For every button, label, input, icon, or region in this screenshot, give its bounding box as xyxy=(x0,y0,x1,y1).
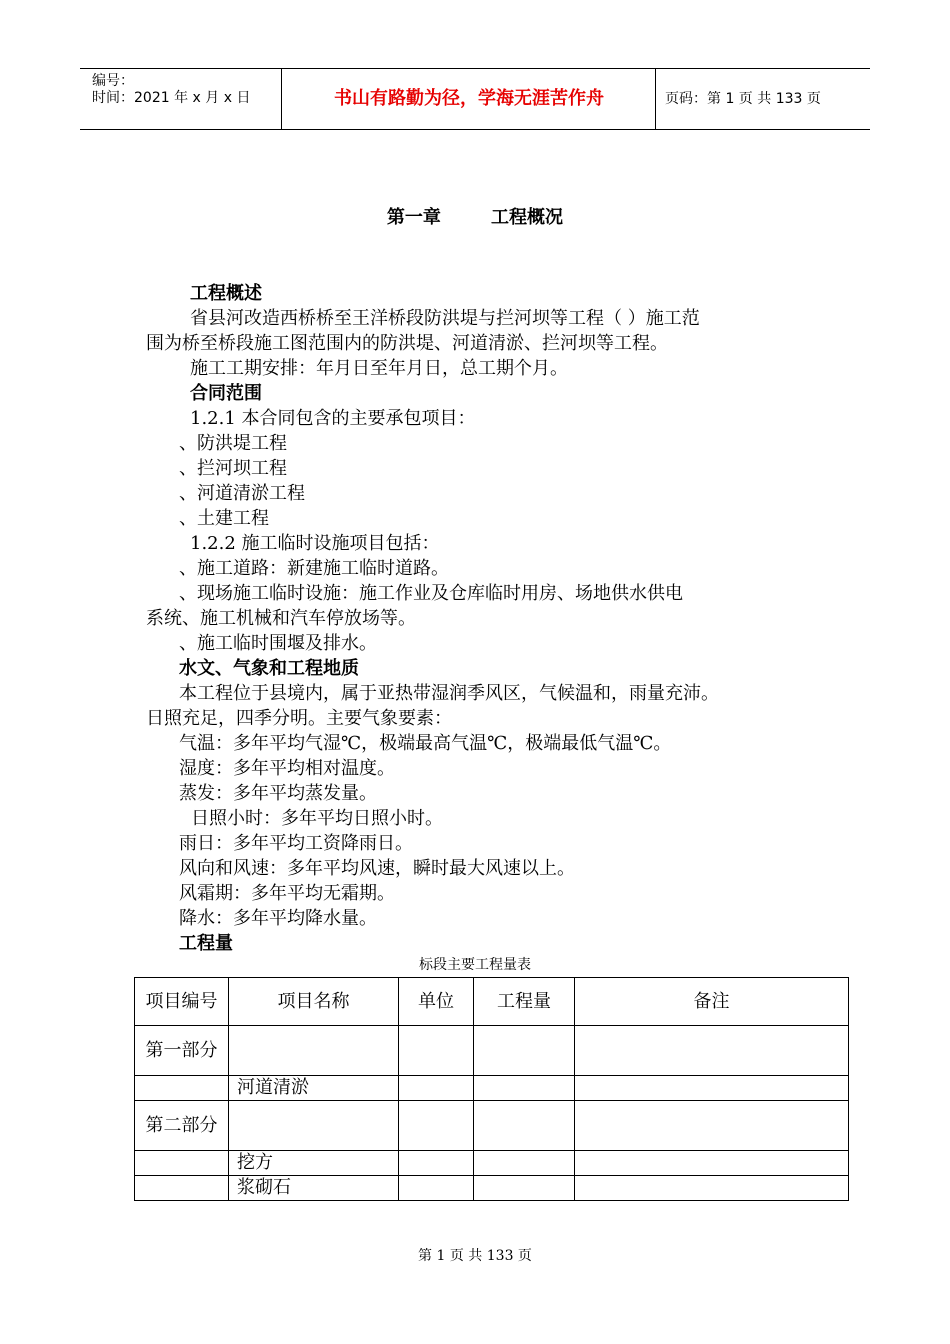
table-cell xyxy=(575,1176,849,1201)
table-cell xyxy=(474,1101,575,1151)
table-cell xyxy=(399,1151,474,1176)
list-item: 、防洪堤工程 xyxy=(179,433,287,454)
table-header-row xyxy=(135,978,849,1026)
table-row xyxy=(135,1101,849,1151)
table-cell xyxy=(474,1076,575,1101)
paragraph-line: 本工程位于县境内，属于亚热带湿润季风区，气候温和，雨量充沛。 xyxy=(179,683,719,704)
header-page-info: 页码：第 1 页 共 133 页 xyxy=(665,91,821,107)
table-cell xyxy=(474,1176,575,1201)
section-heading-hydro: 水文、气象和工程地质 xyxy=(179,658,359,679)
table-cell xyxy=(135,1076,229,1101)
document-body xyxy=(146,281,826,956)
header-divider xyxy=(655,69,656,129)
table-cell xyxy=(575,1026,849,1076)
table-row xyxy=(135,1151,849,1176)
list-item: 、现场施工临时设施：施工作业及仓库临时用房、场地供水供电 xyxy=(179,583,683,604)
table-cell xyxy=(399,1026,474,1076)
climate-item: 蒸发：多年平均蒸发量。 xyxy=(179,783,377,804)
paragraph-line: 1.2.2 施工临时设施项目包括： xyxy=(190,533,440,554)
chapter-title: 第一章 工程概况 xyxy=(386,207,564,228)
table-cell xyxy=(399,1176,474,1201)
climate-item: 风向和风速：多年平均风速，瞬时最大风速以上。 xyxy=(179,858,575,879)
quantity-table xyxy=(134,977,849,1201)
table-caption: 标段主要工程量表 xyxy=(419,957,531,973)
paragraph-line: 施工工期安排：年月日至年月日，总工期个月。 xyxy=(190,358,568,379)
list-item: 、拦河坝工程 xyxy=(179,458,287,479)
climate-item: 降水：多年平均降水量。 xyxy=(179,908,377,929)
table-cell xyxy=(575,1101,849,1151)
list-item: 系统、施工机械和汽车停放场等。 xyxy=(146,608,416,629)
section-heading-overview: 工程概述 xyxy=(190,283,262,304)
header-cell: 备注 xyxy=(575,978,849,1026)
table-cell xyxy=(229,1101,399,1151)
climate-item: 气温：多年平均气湿℃，极端最高气温℃，极端最低气温℃。 xyxy=(179,733,672,754)
header-cell: 工程量 xyxy=(474,978,575,1026)
table-row xyxy=(135,1176,849,1201)
climate-item: 湿度：多年平均相对温度。 xyxy=(179,758,395,779)
table-row xyxy=(135,1076,849,1101)
header-cell: 单位 xyxy=(399,978,474,1026)
list-item: 、施工道路：新建施工临时道路。 xyxy=(179,558,449,579)
header-cell: 项目编号 xyxy=(135,978,229,1026)
list-item: 、土建工程 xyxy=(179,508,269,529)
climate-item: 雨日：多年平均工资降雨日。 xyxy=(179,833,413,854)
section-heading-quantity: 工程量 xyxy=(179,933,233,954)
climate-item: 风霜期：多年平均无霜期。 xyxy=(179,883,395,904)
table-cell xyxy=(135,1176,229,1201)
paragraph-line: 1.2.1 本合同包含的主要承包项目： xyxy=(190,408,476,429)
table-cell xyxy=(399,1076,474,1101)
paragraph-line: 省县河改造西桥桥至王洋桥段防洪堤与拦河坝等工程（ ）施工范 xyxy=(190,308,700,329)
table-row xyxy=(135,1026,849,1076)
table-cell xyxy=(229,1026,399,1076)
header-divider xyxy=(281,69,282,129)
table-cell: 浆砌石 xyxy=(229,1176,399,1201)
table-cell: 第一部分 xyxy=(135,1026,229,1076)
list-item: 、河道清淤工程 xyxy=(179,483,305,504)
table-cell xyxy=(135,1151,229,1176)
paragraph-line: 围为桥至桥段施工图范围内的防洪堤、河道清淤、拦河坝等工程。 xyxy=(146,333,668,354)
date-label: 时间：2021 年 x 月 x 日 xyxy=(92,90,251,106)
table-cell: 第二部分 xyxy=(135,1101,229,1151)
page-footer: 第 1 页 共 133 页 xyxy=(418,1248,532,1264)
climate-item: 日照小时：多年平均日照小时。 xyxy=(191,808,443,829)
header-meta xyxy=(92,73,250,107)
page-header xyxy=(80,68,870,130)
table-cell xyxy=(575,1151,849,1176)
header-cell: 项目名称 xyxy=(229,978,399,1026)
table-cell xyxy=(474,1151,575,1176)
table-cell xyxy=(575,1076,849,1101)
paragraph-line: 日照充足，四季分明。主要气象要素： xyxy=(146,708,452,729)
header-motto: 书山有路勤为径，学海无涯苦作舟 xyxy=(334,88,604,109)
section-heading-contract: 合同范围 xyxy=(190,383,262,404)
table-cell: 河道清淤 xyxy=(229,1076,399,1101)
list-item: 、施工临时围堰及排水。 xyxy=(179,633,377,654)
serial-number-label: 编号： xyxy=(92,73,134,89)
table-cell xyxy=(474,1026,575,1076)
table-cell xyxy=(399,1101,474,1151)
table-cell: 挖方 xyxy=(229,1151,399,1176)
